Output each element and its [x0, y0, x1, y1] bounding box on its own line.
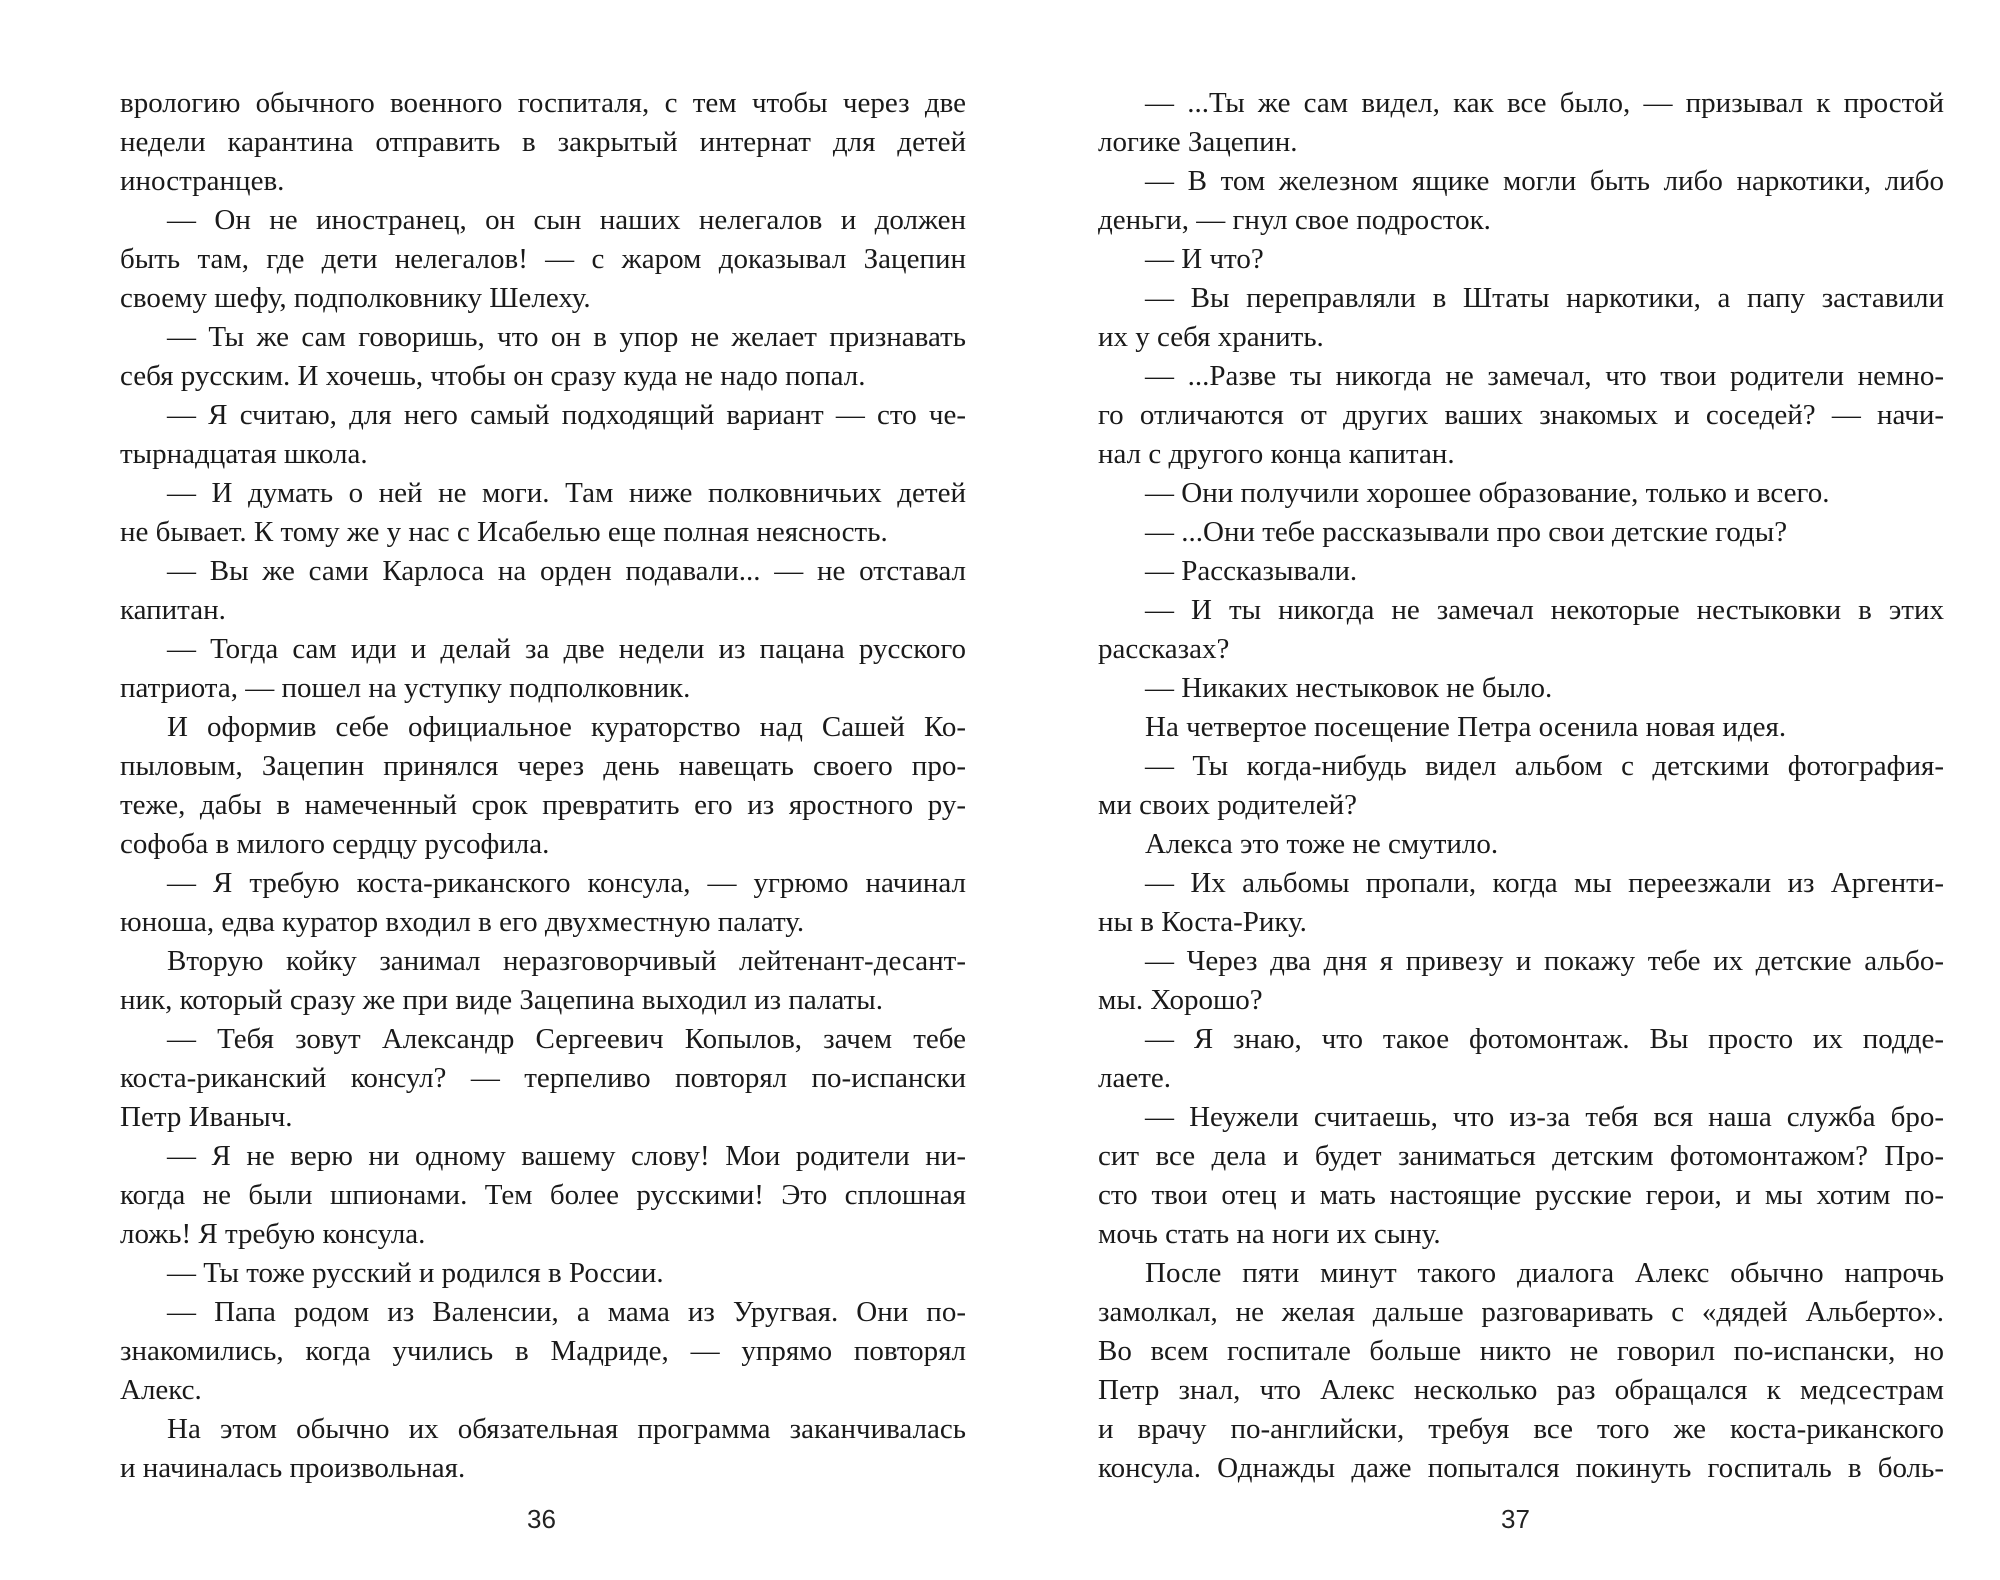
text-line: На этом обычно их обязательная программа заканчивалась: [167, 1413, 966, 1445]
text-line: — Они получили хорошее образование, только и всего.: [1145, 477, 1830, 509]
text-line: — В том железном ящике могли быть либо наркотики, либо: [1145, 165, 1944, 197]
right-page: [1000, 0, 2000, 1580]
page-number-left: 36: [527, 1504, 556, 1534]
text-line: — ...Они тебе рассказывали про свои детские годы?: [1145, 516, 1788, 548]
text-line: — Тогда сам иди и делай за две недели из пацана русского: [167, 633, 966, 665]
text-line: и врачу по-английски, требуя все того же коста-риканского: [1098, 1413, 1944, 1445]
text-line: — ...Разве ты никогда не замечал, что твои родители немно-: [1145, 360, 1944, 392]
text-line: замолкал, не желая дальше разговаривать с «дядей Альберто».: [1098, 1296, 1944, 1328]
text-line: — Я считаю, для него самый подходящий вариант — сто че-: [167, 399, 966, 431]
text-line: пыловым, Зацепин принялся через день навещать своего про-: [120, 750, 966, 782]
text-line: быть там, где дети нелегалов! — с жаром доказывал Зацепин: [120, 243, 966, 275]
text-line: — Рассказывали.: [1145, 555, 1358, 587]
text-line: — ...Ты же сам видел, как все было, — призывал к простой: [1145, 87, 1944, 119]
text-line: когда не были шпионами. Тем более русскими! Это сплошная: [120, 1179, 966, 1211]
text-line: ник, который сразу же при виде Зацепина выходил из палаты.: [120, 984, 883, 1016]
text-line: патриота, — пошел на уступку подполковник.: [120, 672, 691, 704]
text-line: лаете.: [1098, 1062, 1172, 1094]
text-line: Во всем госпитале больше никто не говорил по-испански, но: [1098, 1335, 1944, 1367]
text-line: — Он не иностранец, он сын наших нелегалов и должен: [167, 204, 966, 236]
text-line: — Через два дня я привезу и покажу тебе их детские альбо-: [1145, 945, 1944, 977]
left-page-text: [120, 84, 966, 1488]
text-line: и начиналась произвольная.: [120, 1452, 466, 1484]
right-page-text: [1098, 84, 1944, 1488]
text-line: коста-риканский консул? — терпеливо повторял по-испански: [120, 1062, 966, 1094]
text-line: После пяти минут такого диалога Алекс обычно напрочь: [1145, 1257, 1944, 1289]
text-line: Петр знал, что Алекс несколько раз обращался к медсестрам: [1098, 1374, 1944, 1406]
text-line: — Ты тоже русский и родился в России.: [167, 1257, 664, 1289]
text-line: теже, дабы в намеченный срок превратить его из яростного ру-: [120, 789, 966, 821]
text-line: мочь стать на ноги их сыну.: [1098, 1218, 1441, 1250]
text-line: иностранцев.: [120, 165, 285, 197]
text-line: — Вы же сами Карлоса на орден подавали... — не отставал: [167, 555, 966, 587]
text-line: своему шефу, подполковнику Шелеху.: [120, 282, 591, 314]
text-line: Алекса это тоже не смутило.: [1145, 828, 1499, 860]
text-line: ложь! Я требую консула.: [120, 1218, 426, 1250]
text-line: — Ты же сам говоришь, что он в упор не желает признавать: [167, 321, 966, 353]
text-line: — Вы переправляли в Штаты наркотики, а папу заставили: [1145, 282, 1944, 314]
text-line: себя русским. И хочешь, чтобы он сразу куда не надо попал.: [120, 360, 866, 392]
text-line: юноша, едва куратор входил в его двухместную палату.: [120, 906, 805, 938]
text-line: их у себя хранить.: [1098, 321, 1324, 353]
text-line: деньги, — гнул свое подросток.: [1098, 204, 1491, 236]
text-line: — Я требую коста-риканского консула, — угрюмо начинал: [167, 867, 966, 899]
text-line: капитан.: [120, 594, 226, 626]
text-line: врологию обычного военного госпиталя, с тем чтобы через две: [120, 87, 966, 119]
text-line: рассказах?: [1098, 633, 1230, 665]
text-line: тырнадцатая школа.: [120, 438, 368, 470]
text-line: ны в Коста-Рику.: [1098, 906, 1307, 938]
text-line: недели карантина отправить в закрытый интернат для детей: [120, 126, 966, 158]
text-line: — Ты когда-нибудь видел альбом с детскими фотография-: [1145, 750, 1944, 782]
page-number-right: 37: [1501, 1504, 1530, 1534]
text-line: И оформив себе официальное кураторство над Сашей Ко-: [167, 711, 966, 743]
text-line: сит все дела и будет заниматься детским фотомонтажом? Про-: [1098, 1140, 1944, 1172]
text-line: — И думать о ней не моги. Там ниже полковничьих детей: [167, 477, 966, 509]
text-line: знакомились, когда учились в Мадриде, — упрямо повторял: [120, 1335, 966, 1367]
text-line: нал с другого конца капитан.: [1098, 438, 1455, 470]
text-line: мы. Хорошо?: [1098, 984, 1263, 1016]
text-line: — Я не верю ни одному вашему слову! Мои родители ни-: [167, 1140, 966, 1172]
text-line: — Никаких нестыковок не было.: [1145, 672, 1553, 704]
text-line: — И что?: [1145, 243, 1264, 275]
text-line: — Тебя зовут Александр Сергеевич Копылов, зачем тебе: [167, 1023, 966, 1055]
text-line: го отличаются от других ваших знакомых и соседей? — начи-: [1098, 399, 1944, 431]
text-line: сто твои отец и мать настоящие русские герои, и мы хотим по-: [1098, 1179, 1944, 1211]
text-line: Вторую койку занимал неразговорчивый лейтенант-десант-: [167, 945, 966, 977]
text-line: — Папа родом из Валенсии, а мама из Уругвая. Они по-: [167, 1296, 966, 1328]
text-line: не бывает. К тому же у нас с Исабелью еще полная неясность.: [120, 516, 888, 548]
text-line: — Неужели считаешь, что из-за тебя вся наша служба бро-: [1145, 1101, 1944, 1133]
text-line: Петр Иваныч.: [120, 1101, 293, 1133]
text-line: На четвертое посещение Петра осенила новая идея.: [1145, 711, 1787, 743]
text-line: Алекс.: [120, 1374, 202, 1406]
text-line: — Я знаю, что такое фотомонтаж. Вы просто их подде-: [1145, 1023, 1944, 1055]
text-line: ми своих родителей?: [1098, 789, 1357, 821]
text-line: — И ты никогда не замечал некоторые нестыковки в этих: [1145, 594, 1944, 626]
text-line: — Их альбомы пропали, когда мы переезжали из Аргенти-: [1145, 867, 1944, 899]
text-line: логике Зацепин.: [1098, 126, 1298, 158]
text-line: софоба в милого сердцу русофила.: [120, 828, 550, 860]
text-line: консула. Однажды даже попытался покинуть госпиталь в боль-: [1098, 1452, 1944, 1484]
